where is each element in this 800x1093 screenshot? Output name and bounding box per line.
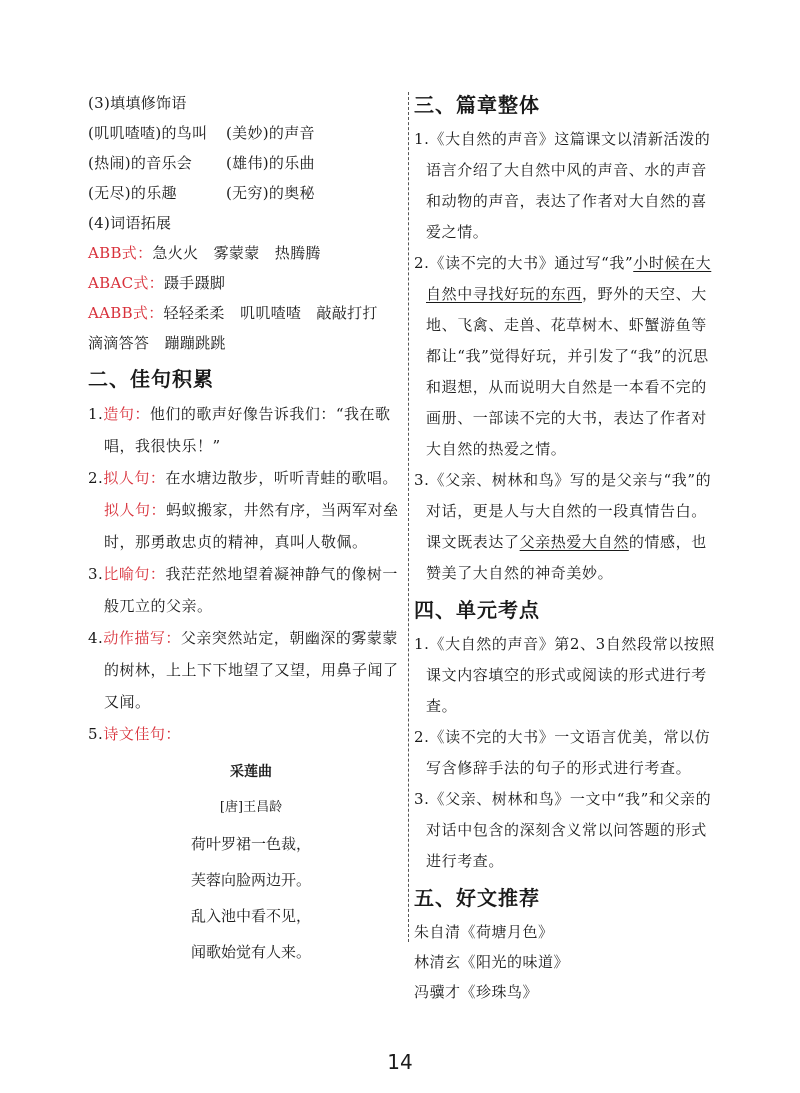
modifier-a: (热闹)的音乐会 <box>88 154 193 172</box>
section-title-exam-points: 四、单元考点 <box>414 598 540 622</box>
aabb-words: 轻轻柔柔 叽叽喳喳 敲敲打打 <box>163 304 378 322</box>
fill-modifier-heading: (3)填填修饰语 <box>88 94 187 112</box>
modifier-b: (美妙)的声音 <box>226 124 315 142</box>
modifier-pair <box>88 178 406 208</box>
overview-item: 3.《父亲、树林和鸟》写的是父亲与“我”的对话，更是人与大自然的一段真情告白。课文既表达了父亲热爱大自然的情感，也赞美了大自然的神奇美妙。 <box>414 471 712 582</box>
sentence-label: 拟人句： <box>103 469 166 487</box>
sentence-item: 2.拟人句：在水塘边散步，听听青蛙的歌唱。 <box>88 469 398 487</box>
modifier-pair <box>88 118 406 148</box>
aabb-row <box>88 298 406 328</box>
sentence-text: 我茫茫然地望着凝神静气的像树一般兀立的父亲。 <box>104 565 398 615</box>
abac-label: ABAC式： <box>88 274 164 292</box>
modifier-a: (叽叽喳喳)的鸟叫 <box>88 124 208 142</box>
aabb-label: AABB式： <box>88 304 164 322</box>
poem <box>88 754 406 970</box>
abb-row <box>88 238 406 268</box>
sentence-text: 父亲突然站定，朝幽深的雾蒙蒙的树林，上上下下地望了又望，用鼻子闻了又闻。 <box>104 629 399 711</box>
sentence-text: 蚂蚁搬家，井然有序，当两军对垒时，那勇敢忠贞的精神，真叫人敬佩。 <box>104 501 399 551</box>
abb-words: 急火火 雾蒙蒙 热腾腾 <box>152 244 321 262</box>
overview-item: 1.《大自然的声音》这篇课文以清新活泼的语言介绍了大自然中风的声音、水的声音和动物的声音，表达了作者对大自然的喜爱之情。 <box>414 130 711 241</box>
right-column <box>414 88 719 1007</box>
sentence-item: 5.诗文佳句： <box>88 725 181 743</box>
recommend-item: 林清玄《阳光的味道》 <box>414 953 570 971</box>
modifier-a: (无尽)的乐趣 <box>88 184 177 202</box>
page-number: 14 <box>387 1050 413 1074</box>
modifier-b: (无穷)的奥秘 <box>226 184 315 202</box>
sentence-label: 诗文佳句： <box>103 725 181 743</box>
modifier-pair <box>88 148 406 178</box>
section-title-good-sentences: 二、佳句积累 <box>88 367 214 391</box>
exam-point-item: 3.《父亲、树林和鸟》一文中“我”和父亲的对话中包含的深刻含义常以问答题的形式进行考查。 <box>414 790 712 870</box>
sentence-text: 他们的歌声好像告诉我们：“我在歌唱，我很快乐！” <box>104 405 391 455</box>
sentence-text: 在水塘边散步，听听青蛙的歌唱。 <box>165 469 398 487</box>
left-column <box>88 88 406 970</box>
sentence-label: 拟人句： <box>104 501 167 519</box>
sentence-label: 比喻句： <box>103 565 166 583</box>
recommend-item: 朱自清《荷塘月色》 <box>414 923 554 941</box>
sentence-label: 动作描写： <box>103 629 181 647</box>
recommend-item: 冯骥才《珍珠鸟》 <box>414 983 539 1001</box>
poem-line: 荷叶罗裙一色裁， <box>190 835 311 853</box>
sentence-item <box>88 494 406 558</box>
word-expand-heading: (4)词语拓展 <box>88 214 172 232</box>
poem-line: 芙蓉向脸两边开。 <box>190 871 311 889</box>
sentence-item: 1.造句：他们的歌声好像告诉我们：“我在歌唱，我很快乐！” <box>88 405 391 455</box>
section-title-recommended: 五、好文推荐 <box>414 886 540 910</box>
exam-point-item: 1.《大自然的声音》第2、3自然段常以按照课文内容填空的形式或阅读的形式进行考查。 <box>414 635 716 715</box>
poem-title: 采莲曲 <box>230 764 272 780</box>
abac-words: 蹑手蹑脚 <box>163 274 226 292</box>
underlined-phrase: 小时候在大自然中寻找好玩的东西 <box>426 254 712 303</box>
aabb-row-continued: 滴滴答答 蹦蹦跳跳 <box>88 334 226 352</box>
column-divider <box>408 92 409 942</box>
abb-label: ABB式： <box>88 244 153 262</box>
poem-author: [唐]王昌龄 <box>219 800 283 815</box>
poem-line: 乱入池中看不见， <box>190 907 311 925</box>
overview-item: 2.《读不完的大书》通过写“我”小时候在大自然中寻找好玩的东西，野外的天空、大地、飞禽、走兽、花草树木、虾蟹游鱼等都让“我”觉得好玩，并引发了“我”的沉思和遐想，从而说明大自然是一本看不完的画册、一部读不完的大书，表达了作者对大自然的热爱之情。 <box>414 254 712 458</box>
modifier-b: (雄伟)的乐曲 <box>226 154 315 172</box>
poem-line: 闻歌始觉有人来。 <box>190 943 311 961</box>
abac-row <box>88 268 406 298</box>
sentence-item: 3.比喻句：我茫茫然地望着凝神静气的像树一般兀立的父亲。 <box>88 565 398 615</box>
sentence-item: 4.动作描写：父亲突然站定，朝幽深的雾蒙蒙的树林，上上下下地望了又望，用鼻子闻了又闻。 <box>88 629 399 711</box>
exam-point-item: 2.《读不完的大书》一文语言优美，常以仿写含修辞手法的句子的形式进行考查。 <box>414 728 711 777</box>
underlined-phrase: 父亲热爱大自然 <box>519 533 629 551</box>
sentence-label: 造句： <box>103 405 150 423</box>
section-title-overview: 三、篇章整体 <box>414 93 540 117</box>
